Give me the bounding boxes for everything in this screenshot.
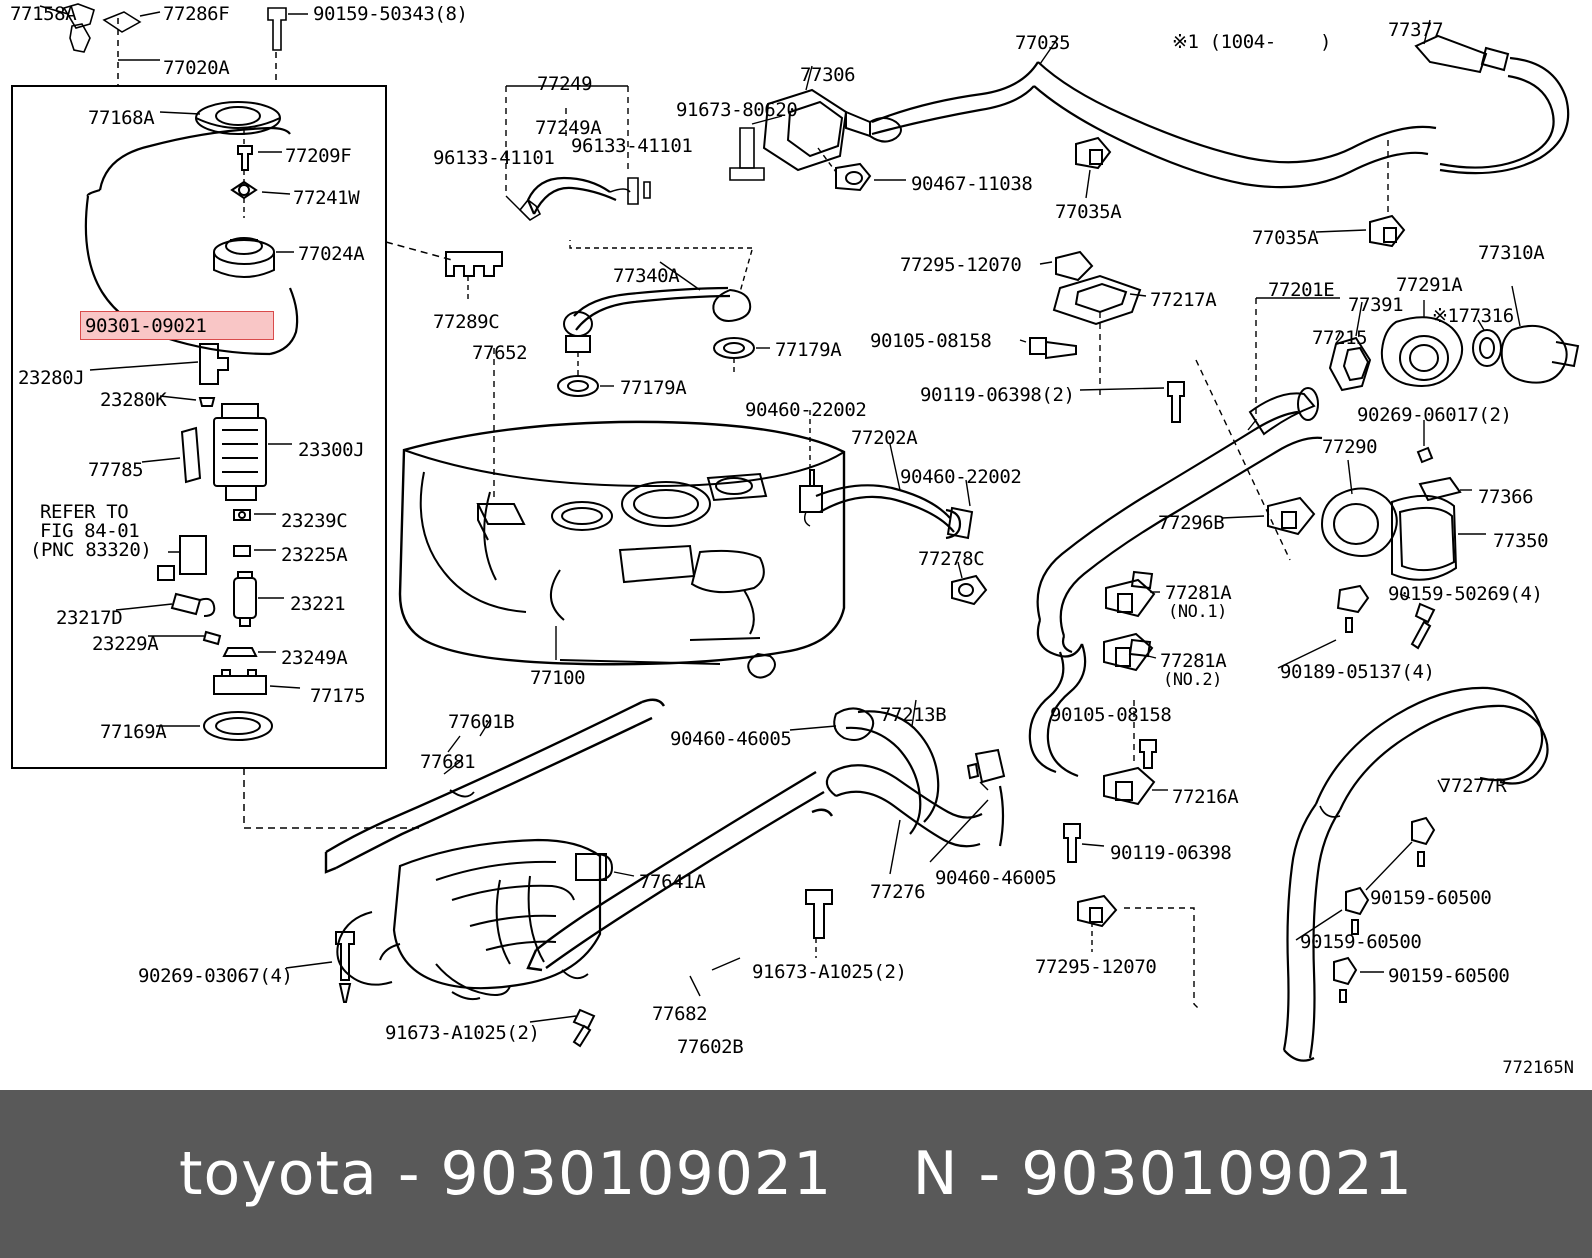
part-label-90119-06398-2: 90119-06398(2) — [920, 384, 1075, 406]
part-label-90105-08158-b: 90105-08158 — [1050, 704, 1172, 726]
part-label-23300J: 23300J — [298, 439, 365, 461]
part-label-77350: 77350 — [1493, 530, 1549, 552]
part-label-77020A: 77020A — [163, 57, 230, 79]
part-label-77601B: 77601B — [448, 711, 515, 733]
part-label-23249A: 23249A — [281, 647, 348, 669]
part-label-91673-80620: 91673-80620 — [676, 99, 798, 121]
part-label-77281A-2: 77281A — [1160, 650, 1227, 672]
part-label-90460-22002-b: 90460-22002 — [900, 466, 1022, 488]
part-label-77216A: 77216A — [1172, 786, 1239, 808]
part-label-77291A: 77291A — [1396, 274, 1463, 296]
part-label-90105-08158-a: 90105-08158 — [870, 330, 992, 352]
part-label-77340A: 77340A — [613, 265, 680, 287]
part-label-90189-05137: 90189-05137(4) — [1280, 661, 1435, 683]
part-label-90460-22002-a: 90460-22002 — [745, 399, 867, 421]
part-label-23229A: 23229A — [92, 633, 159, 655]
part-label-77276: 77276 — [870, 881, 926, 903]
part-label-77641A: 77641A — [639, 871, 706, 893]
part-label-96133-41101-a: 96133-41101 — [433, 147, 555, 169]
note-refer-to-3: (PNC 83320) — [30, 539, 152, 561]
part-label-77286F: 77286F — [163, 3, 230, 25]
part-label-77100: 77100 — [530, 667, 586, 689]
part-label-90159-60500-a: 90159-60500 — [1370, 887, 1492, 909]
part-label-77209F: 77209F — [285, 145, 352, 167]
part-label-77169A: 77169A — [100, 721, 167, 743]
part-label-90460-46005-a: 90460-46005 — [670, 728, 792, 750]
part-label-77241W: 77241W — [293, 187, 360, 209]
part-label-90269-06017: 90269-06017(2) — [1357, 404, 1512, 426]
part-label-77202A: 77202A — [851, 427, 918, 449]
part-label-77290: 77290 — [1322, 436, 1378, 458]
part-label-90159-50343: 90159-50343(8) — [313, 3, 468, 25]
part-label-96133-41101-b: 96133-41101 — [571, 135, 693, 157]
part-label-77377: 77377 — [1388, 19, 1444, 41]
highlight-part-number: 90301-09021 — [85, 315, 207, 337]
part-label-77179A-a: 77179A — [775, 339, 842, 361]
part-label-77316: ※177316 — [1432, 305, 1514, 327]
part-label-77024A: 77024A — [298, 243, 365, 265]
part-label-90119-06398: 90119-06398 — [1110, 842, 1232, 864]
part-label-23280K: 23280K — [100, 389, 167, 411]
part-label-77281A-1-no: (NO.1) — [1168, 602, 1228, 622]
part-label-90159-50269: 90159-50269(4) — [1388, 583, 1543, 605]
part-label-77249A: 77249A — [535, 117, 602, 139]
part-label-77277R: 77277R — [1440, 775, 1507, 797]
note-production-date: ※1 (1004- ) — [1172, 31, 1332, 53]
part-label-77158A: 77158A — [10, 3, 77, 25]
part-label-23221: 23221 — [290, 593, 346, 615]
part-label-90159-60500-b: 90159-60500 — [1300, 931, 1422, 953]
part-label-90269-03067: 90269-03067(4) — [138, 965, 293, 987]
part-label-91673-A1025-2: 91673-A1025(2) — [752, 961, 907, 983]
part-label-77217A: 77217A — [1150, 289, 1217, 311]
part-label-77175: 77175 — [310, 685, 366, 707]
part-label-23280J: 23280J — [18, 367, 85, 389]
part-label-77281A-2-no: (NO.2) — [1163, 670, 1223, 690]
part-label-77035: 77035 — [1015, 32, 1071, 54]
part-label-77602B: 77602B — [677, 1036, 744, 1058]
part-label-77249: 77249 — [537, 73, 593, 95]
drawing-code: 772165N — [1502, 1058, 1574, 1078]
part-label-77310A: 77310A — [1478, 242, 1545, 264]
part-label-77289C: 77289C — [433, 311, 500, 333]
part-label-77295-12070-b: 77295-12070 — [1035, 956, 1157, 978]
part-label-77201E: 77201E — [1268, 279, 1335, 301]
part-label-77281A-1: 77281A — [1165, 582, 1232, 604]
part-label-77682: 77682 — [652, 1003, 708, 1025]
part-label-77296B: 77296B — [1158, 512, 1225, 534]
part-label-77681: 77681 — [420, 751, 476, 773]
part-label-77366: 77366 — [1478, 486, 1534, 508]
part-label-90159-60500-c: 90159-60500 — [1388, 965, 1510, 987]
part-label-77391: 77391 — [1348, 294, 1404, 316]
part-label-77278C: 77278C — [918, 548, 985, 570]
part-label-23225A: 23225A — [281, 544, 348, 566]
note-refer-to-2: FIG 84-01 — [40, 520, 140, 542]
footer-bar — [0, 1090, 1592, 1258]
part-label-77785: 77785 — [88, 459, 144, 481]
part-label-90467-11038: 90467-11038 — [911, 173, 1033, 195]
part-label-77652: 77652 — [472, 342, 528, 364]
part-label-77035A-b: 77035A — [1252, 227, 1319, 249]
part-label-23239C: 23239C — [281, 510, 348, 532]
note-refer-to-1: REFER TO — [40, 501, 129, 523]
part-label-77213B: 77213B — [880, 704, 947, 726]
part-label-77295-12070-a: 77295-12070 — [900, 254, 1022, 276]
part-label-90460-46005-b: 90460-46005 — [935, 867, 1057, 889]
part-label-77035A-a: 77035A — [1055, 201, 1122, 223]
part-label-77168A: 77168A — [88, 107, 155, 129]
part-label-77179A-b: 77179A — [620, 377, 687, 399]
footer-part-number: toyota - 9030109021 N - 9030109021 — [179, 1139, 1413, 1209]
part-label-91673-A1025-1: 91673-A1025(2) — [385, 1022, 540, 1044]
part-label-77215: 77215 — [1312, 327, 1368, 349]
part-label-23217D: 23217D — [56, 607, 123, 629]
part-label-77306: 77306 — [800, 64, 856, 86]
